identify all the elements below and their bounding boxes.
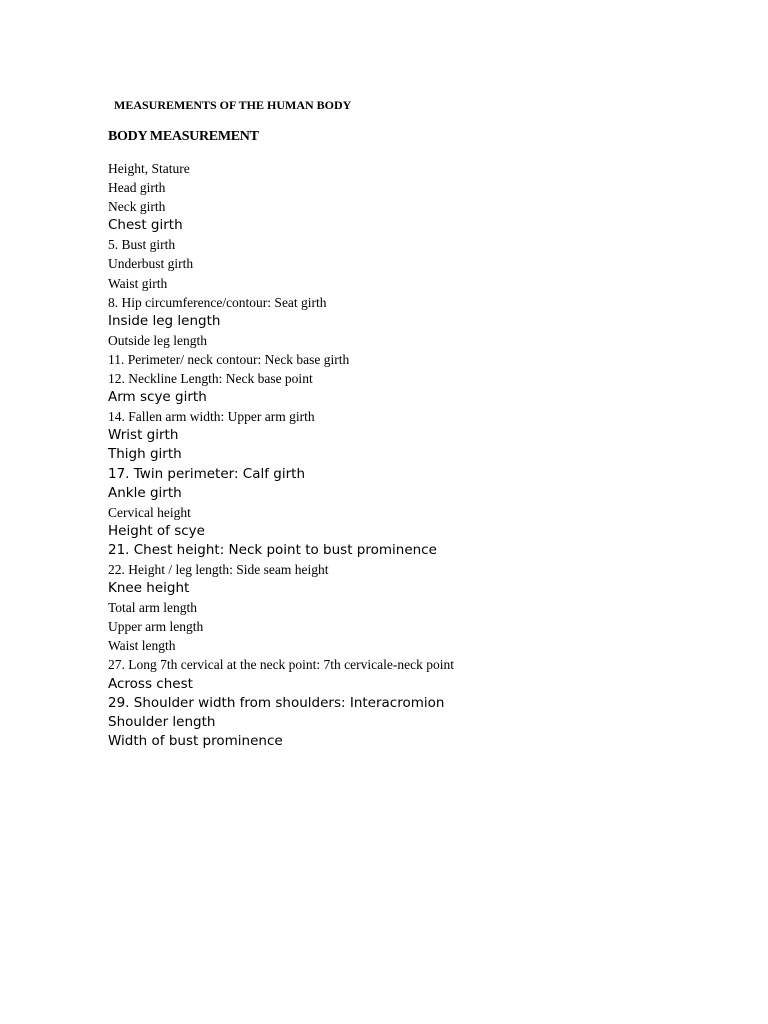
measurement-item: Arm scye girth [108, 389, 207, 406]
section-heading: BODY MEASUREMENT [108, 129, 259, 144]
measurement-item: Waist length [108, 638, 176, 654]
measurement-item: Outside leg length [108, 332, 207, 348]
measurement-item: Underbust girth [108, 256, 194, 272]
measurement-item: Knee height [108, 580, 190, 597]
measurement-list [108, 159, 708, 751]
measurement-item: Inside leg length [108, 312, 221, 329]
measurement-item: Ankle girth [108, 484, 182, 501]
measurement-item: 5. Bust girth [108, 237, 176, 253]
measurement-item: 29. Shoulder width from shoulders: Interacromion [108, 694, 445, 711]
measurement-item: 11. Perimeter/ neck contour: Neck base girth [108, 351, 350, 367]
document-title: MEASUREMENTS OF THE HUMAN BODY [114, 98, 352, 112]
measurement-item: Chest girth [108, 217, 183, 234]
measurement-item: Total arm length [108, 600, 198, 616]
measurement-item: Neck girth [108, 199, 166, 215]
measurement-item: Cervical height [108, 504, 191, 520]
measurement-item: Thigh girth [108, 446, 182, 463]
measurement-item: 8. Hip circumference/contour: Seat girth [108, 294, 327, 310]
measurement-item: Height, Stature [108, 161, 190, 176]
measurement-item: Upper arm length [108, 619, 204, 635]
measurement-item: 21. Chest height: Neck point to bust prominence [108, 541, 437, 558]
measurement-item: Width of bust prominence [108, 732, 283, 749]
measurement-item: Wrist girth [108, 427, 179, 444]
measurement-item: Across chest [108, 675, 193, 692]
measurement-item: Waist girth [108, 275, 168, 291]
measurement-item: Shoulder length [108, 713, 216, 730]
measurement-item: 27. Long 7th cervical at the neck point: 7th cervicale-neck point [108, 657, 454, 673]
measurement-item: Height of scye [108, 522, 205, 539]
measurement-item: 22. Height / leg length: Side seam height [108, 561, 329, 577]
measurement-item: 14. Fallen arm width: Upper arm girth [108, 409, 315, 425]
measurement-item: Head girth [108, 180, 166, 196]
measurement-item: 17. Twin perimeter: Calf girth [108, 465, 306, 482]
measurement-item: 12. Neckline Length: Neck base point [108, 371, 313, 387]
